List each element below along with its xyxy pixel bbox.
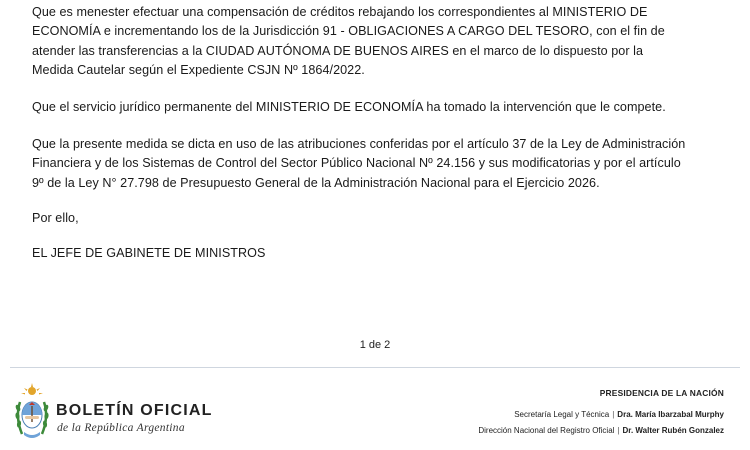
argentina-coat-of-arms-icon	[12, 382, 52, 444]
paragraph-line: Financiera y de los Sistemas de Control del Sector Público Nacional Nº 24.156 y sus modificatorias y por el artículo	[32, 156, 681, 171]
paragraph-compensation	[32, 3, 732, 81]
paragraph-line: Medida Cautelar según el Expediente CSJN Nº 1864/2022.	[32, 63, 365, 78]
brand-title: BOLETÍN OFICIAL	[56, 402, 213, 419]
paragraph-line: Que la presente medida se dicta en uso de las atribuciones conferidas por el artículo 37 de la Ley de Administración	[32, 137, 686, 151]
paragraph-line: 9º de la Ley N° 27.798 de Presupuesto General de la Administración Nacional para el Ejercicio 2026.	[32, 175, 600, 190]
secretariat-line	[478, 409, 724, 425]
footer-divider	[10, 367, 740, 368]
directorate-line	[478, 425, 724, 441]
directorate-name: Dirección Nacional del Registro Oficial	[478, 426, 615, 435]
directorate-official: Dr. Walter Rubén Gonzalez	[622, 426, 724, 435]
paragraph-por-ello	[32, 209, 732, 228]
separator: |	[612, 410, 615, 419]
secretariat-name: Secretaría Legal y Técnica	[514, 410, 610, 419]
separator: |	[617, 426, 620, 435]
paragraph-signatory	[32, 244, 732, 263]
paragraph-line: Que es menester efectuar una compensación de créditos rebajando los correspondientes al MINISTERIO DE	[32, 5, 648, 19]
paragraph-line: EL JEFE DE GABINETE DE MINISTROS	[32, 246, 266, 260]
footer-credits	[478, 388, 724, 441]
paragraph-legal-service	[32, 98, 732, 117]
paragraph-line: ECONOMÍA e incrementando los de la Jurisdicción 91 - OBLIGACIONES A CARGO DEL TESORO, con el fin de	[32, 24, 665, 39]
paragraph-line: Por ello,	[32, 211, 79, 225]
paragraph-line: atender las transferencias a la CIUDAD AUTÓNOMA DE BUENOS AIRES en el marco de lo dispuesto por la	[32, 43, 644, 58]
brand-subtitle: de la República Argentina	[57, 422, 185, 434]
page-number: 1 de 2	[359, 339, 391, 351]
paragraph-attributions	[32, 135, 732, 193]
secretariat-official: Dra. María Ibarzabal Murphy	[617, 410, 724, 419]
presidency-label: PRESIDENCIA DE LA NACIÓN	[599, 388, 724, 398]
paragraph-line: Que el servicio jurídico permanente del MINISTERIO DE ECONOMÍA ha tomado la intervención que le compete.	[32, 100, 666, 114]
